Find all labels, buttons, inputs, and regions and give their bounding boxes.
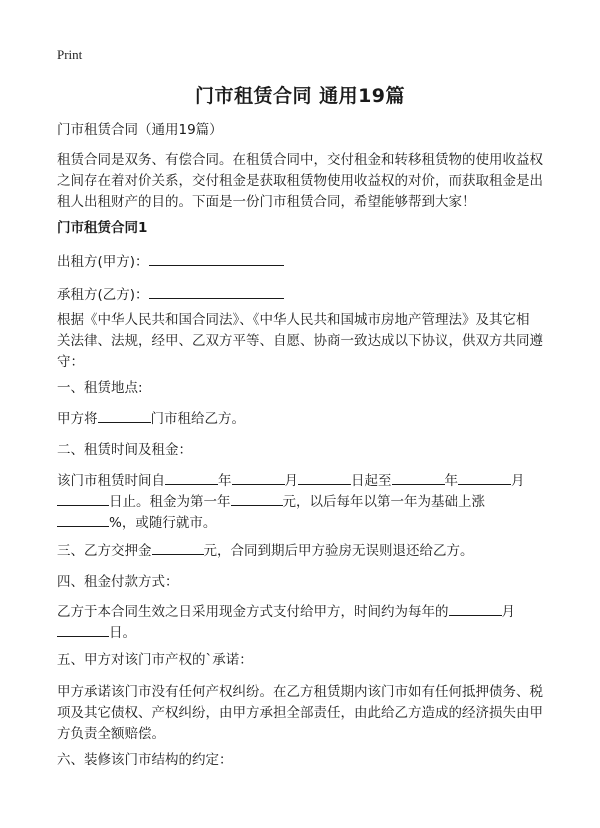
section-2-text: 月 xyxy=(284,473,298,489)
intro-line-3: 租人出租财产的目的。下面是一份门市租赁合同，希望能够帮到大家！ xyxy=(57,194,476,210)
section-4-text: 乙方于本合同生效之日采用现金方式支付给甲方，时间约为每年的 xyxy=(57,604,449,620)
intro-line-1: 租赁合同是双务、有偿合同。在租赁合同中，交付租金和转移租赁物的使用收益权 xyxy=(57,152,543,168)
section-1-text-a: 甲方将 xyxy=(57,411,98,427)
location-blank xyxy=(98,408,151,423)
end-month-blank xyxy=(458,470,511,485)
section-4-text: 日。 xyxy=(109,625,136,641)
lessee-row xyxy=(57,284,557,306)
section-2-text: 元，以后每年以第一年为基础上涨 xyxy=(282,494,485,510)
section-2-line-3 xyxy=(57,512,557,534)
section-1-text-b: 门市租给乙方。 xyxy=(150,411,245,427)
print-link[interactable]: Print xyxy=(57,47,83,62)
section-2-text: 月 xyxy=(511,473,525,489)
lessor-label: 出租方(甲方)： xyxy=(57,254,149,270)
lessor-blank xyxy=(149,251,284,266)
section-3-text-a: 三、乙方交押金 xyxy=(57,543,152,559)
deposit-blank xyxy=(152,540,204,555)
section-6-heading: 六、装修该门市结构的约定： xyxy=(57,752,233,768)
section-5-heading: 五、甲方对该门市产权的`承诺： xyxy=(57,652,253,668)
section-2-text: 年 xyxy=(218,473,232,489)
increase-rate-blank xyxy=(57,512,109,527)
section-4-line-2 xyxy=(57,622,557,644)
start-day-blank xyxy=(298,470,351,485)
section-4-line-1 xyxy=(57,601,557,623)
section-2-text: %，或随行就市。 xyxy=(109,515,217,531)
basis-line-3: 守： xyxy=(57,354,84,370)
rent-amount-blank xyxy=(231,491,283,506)
section-5-line-1: 甲方承诺该门市没有任何产权纠纷。在乙方租赁期内该门市如有任何抵押债务、税 xyxy=(57,684,543,700)
section-4-text: 月 xyxy=(501,604,515,620)
section-2-text: 年 xyxy=(444,473,458,489)
section-2-heading: 二、租赁时间及租金： xyxy=(57,442,192,458)
subtitle: 门市租赁合同（通用19篇） xyxy=(57,122,223,138)
section-1-heading: 一、租赁地点: xyxy=(57,380,143,396)
section-5-line-3: 方负责全额赔偿。 xyxy=(57,726,165,742)
basis-line-2: 关法律、法规，经甲、乙双方平等、自愿、协商一致达成以下协议，供双方共同遵 xyxy=(57,333,543,349)
section-2-text: 日起至 xyxy=(351,473,392,489)
lessee-blank xyxy=(149,284,284,299)
section-2-line-2 xyxy=(57,491,557,513)
section-2-text: 该门市租赁时间自 xyxy=(57,473,165,489)
payment-day-blank xyxy=(57,622,109,637)
contract-heading: 门市租赁合同1 xyxy=(57,220,148,236)
basis-line-1: 根据《中华人民共和国合同法》、《中华人民共和国城市房地产管理法》及其它相 xyxy=(57,312,530,328)
payment-month-blank xyxy=(449,601,502,616)
section-2-line-1 xyxy=(57,470,557,492)
start-year-blank xyxy=(165,470,218,485)
section-3-text-b: 元，合同到期后甲方验房无误则退还给乙方。 xyxy=(203,543,474,559)
page-title: 门市租赁合同 通用19篇 xyxy=(194,85,406,107)
section-1-body xyxy=(57,408,557,430)
start-month-blank xyxy=(232,470,285,485)
lessee-label: 承租方(乙方)： xyxy=(57,287,149,303)
end-day-blank xyxy=(57,491,109,506)
intro-line-2: 之间存在着对价关系，交付租金是获取租赁物使用收益权的对价，而获取租金是出 xyxy=(57,173,543,189)
end-year-blank xyxy=(392,470,445,485)
lessor-row xyxy=(57,251,557,273)
section-2-text: 日止。租金为第一年 xyxy=(109,494,231,510)
section-4-heading: 四、租金付款方式： xyxy=(57,574,179,590)
section-5-line-2: 项及其它债权、产权纠纷，由甲方承担全部责任，由此给乙方造成的经济损失由甲 xyxy=(57,705,543,721)
section-3 xyxy=(57,540,557,562)
